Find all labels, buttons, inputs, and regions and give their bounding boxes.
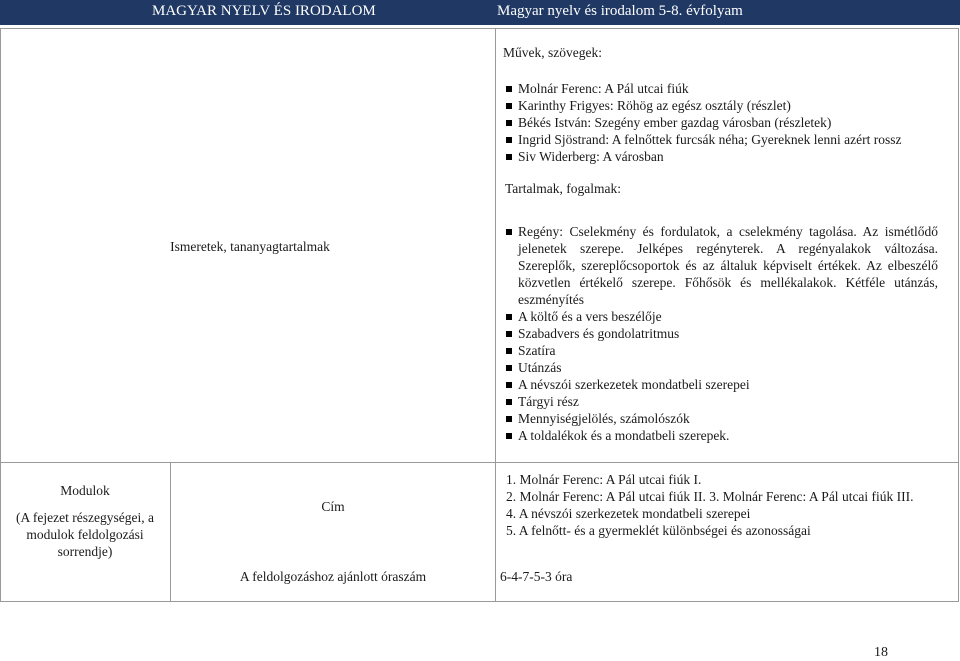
list-item: Békés István: Szegény ember gazdag városban (részletek) [505,114,955,131]
page-number: 18 [874,645,888,660]
title-label: Cím [321,499,345,514]
list-item: 1. Molnár Ferenc: A Pál utcai fiúk I. [506,472,702,487]
knowledge-label: Ismeretek, tananyagtartalmak [170,239,330,254]
table-border-bottom [0,601,959,602]
column-divider-content [495,28,496,602]
list-item: Utánzás [505,359,938,376]
list-item: Szabadvers és gondolatritmus [505,325,938,342]
list-item: Siv Widerberg: A városban [505,148,955,165]
list-item: Ingrid Sjöstrand: A felnőttek furcsák néha; Gyereknek lenni azért rossz [505,131,955,148]
header-subject: MAGYAR NYELV ÉS IRODALOM [152,3,376,19]
contents-heading: Tartalmak, fogalmak: [505,181,622,196]
works-list [505,80,955,165]
hours-value: 6-4-7-5-3 óra [500,569,573,584]
list-item: A költő és a vers beszélője [505,308,938,325]
modules-label [5,482,165,560]
row-divider [0,462,959,463]
list-item: Szatíra [505,342,938,359]
table-border-right [958,28,959,602]
table-border-top [0,28,959,29]
list-item: Tárgyi rész [505,393,938,410]
table-border-left [0,28,1,602]
list-item: 2. Molnár Ferenc: A Pál utcai fiúk II. 3. Molnár Ferenc: A Pál utcai fiúk III. [506,489,914,504]
list-item: 5. A felnőtt- és a gyermeklét különbségei és azonosságai [506,523,811,538]
header-course: Magyar nyelv és irodalom 5-8. évfolyam [497,3,743,19]
list-item: 4. A névszói szerkezetek mondatbeli szerepei [506,506,751,521]
page-header [0,0,960,25]
novel-paragraph: Regény: Cselekmény és fordulatok, a cselekmény tagolása. Az ismétlődő jelenetek szerepe. Jelképes regényterek. A regényalakok változása. Szereplők, szereplőcsoportok és az általuk képviselt értékek. Az elbeszélő közvetlen értékelő szerepe. Főhősök és mellékalakok. Kétféle utánzás, eszményítés [505,223,938,308]
modules-label-desc: (A fejezet részegységei, a modulok feldolgozási sorrendje) [16,510,154,559]
modules-label-title: Modulok [60,483,110,498]
concepts-list [505,223,938,444]
list-item: Mennyiségjelölés, számolószók [505,410,938,427]
hours-label: A feldolgozáshoz ajánlott óraszám [239,569,427,584]
works-heading: Művek, szövegek: [503,45,602,60]
list-item: A névszói szerkezetek mondatbeli szerepei [505,376,938,393]
list-item: Karinthy Frigyes: Röhög az egész osztály (részlet) [505,97,955,114]
list-item: Molnár Ferenc: A Pál utcai fiúk [505,80,955,97]
list-item: A toldalékok és a mondatbeli szerepek. [505,427,938,444]
module-list [506,471,942,539]
